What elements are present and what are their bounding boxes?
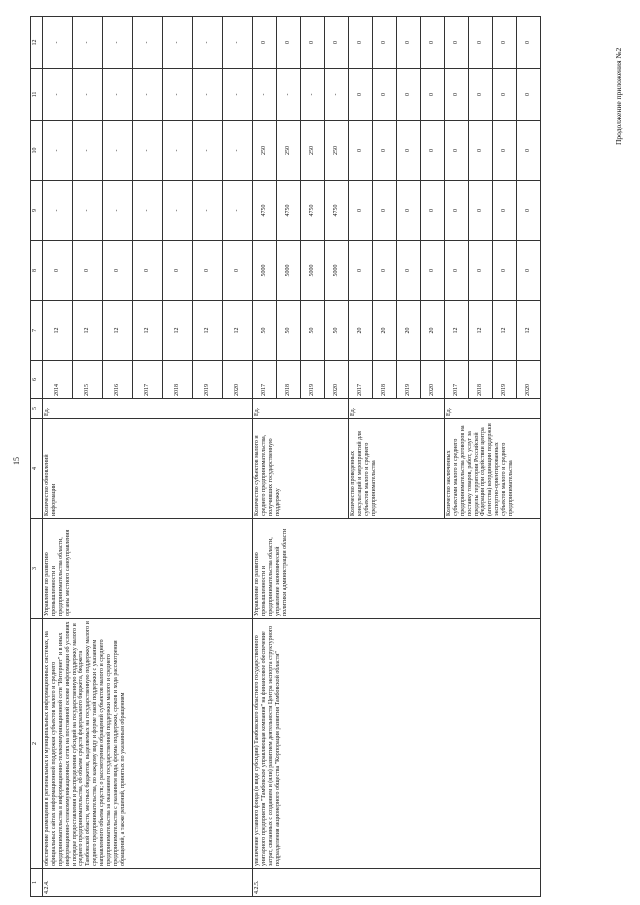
header-col-11: 11 xyxy=(31,69,43,121)
value-cell: 0 xyxy=(421,181,445,241)
value-cell: 20 xyxy=(421,301,445,361)
value-cell: - xyxy=(163,17,193,69)
value-cell: 12 xyxy=(43,301,73,361)
header-col-6: 6 xyxy=(31,361,43,399)
year-cell: 2014 xyxy=(43,361,73,399)
value-cell: 5000 xyxy=(253,241,277,301)
value-cell: - xyxy=(325,69,349,121)
value-cell: 4750 xyxy=(253,181,277,241)
value-cell: 250 xyxy=(277,121,301,181)
header-row xyxy=(31,17,43,897)
value-cell: 0 xyxy=(349,241,373,301)
value-cell: - xyxy=(163,69,193,121)
value-cell: 0 xyxy=(445,181,469,241)
table-row xyxy=(253,17,277,897)
value-cell: 20 xyxy=(397,301,421,361)
header-col-1: 1 xyxy=(31,869,43,897)
indicator: Количество заключенных субъектами малого и среднего предпринимательства договоров на поставку товаров, работ, услуг за пределы территории Российской Федерации при содействии центра (агентства) координации поддержки экспортно-ориентированных субъектов малого и среднего предпринимательства xyxy=(445,419,541,519)
header-col-10: 10 xyxy=(31,121,43,181)
value-cell: 0 xyxy=(349,69,373,121)
value-cell: 0 xyxy=(493,241,517,301)
value-cell: 5000 xyxy=(301,241,325,301)
value-cell: 0 xyxy=(373,181,397,241)
year-cell: 2019 xyxy=(397,361,421,399)
indicator: Количество субъектов малого и среднего предпринимательства, получивших государственную поддержку xyxy=(253,419,349,519)
value-cell: 0 xyxy=(493,17,517,69)
value-cell: - xyxy=(43,121,73,181)
value-cell: - xyxy=(133,181,163,241)
year-cell: 2018 xyxy=(163,361,193,399)
value-cell: - xyxy=(103,181,133,241)
value-cell: 12 xyxy=(193,301,223,361)
value-cell: 0 xyxy=(493,181,517,241)
table-body xyxy=(43,17,541,897)
value-cell: - xyxy=(133,17,163,69)
header-col-8: 8 xyxy=(31,241,43,301)
value-cell: 0 xyxy=(397,17,421,69)
value-cell: - xyxy=(103,69,133,121)
value-cell: 12 xyxy=(469,301,493,361)
value-cell: 12 xyxy=(163,301,193,361)
year-cell: 2020 xyxy=(325,361,349,399)
unit: Ед. xyxy=(253,399,349,419)
year-cell: 2017 xyxy=(349,361,373,399)
value-cell: 0 xyxy=(349,181,373,241)
value-cell: 4750 xyxy=(325,181,349,241)
value-cell: - xyxy=(43,17,73,69)
value-cell: 20 xyxy=(373,301,397,361)
value-cell: - xyxy=(43,69,73,121)
value-cell: 0 xyxy=(445,69,469,121)
value-cell: 5000 xyxy=(325,241,349,301)
year-cell: 2018 xyxy=(373,361,397,399)
value-cell: 50 xyxy=(253,301,277,361)
value-cell: - xyxy=(193,181,223,241)
value-cell: 0 xyxy=(517,17,541,69)
value-cell: 4750 xyxy=(301,181,325,241)
value-cell: 250 xyxy=(253,121,277,181)
value-cell: - xyxy=(163,121,193,181)
value-cell: - xyxy=(301,69,325,121)
executor: Управление по развитию промышленности и предпринимательства области, органы местного самоуправления xyxy=(43,519,253,619)
year-cell: 2019 xyxy=(301,361,325,399)
value-cell: 0 xyxy=(517,181,541,241)
value-cell: 0 xyxy=(469,121,493,181)
year-cell: 2017 xyxy=(445,361,469,399)
header-col-9: 9 xyxy=(31,181,43,241)
value-cell: 50 xyxy=(325,301,349,361)
value-cell: - xyxy=(73,181,103,241)
value-cell: 0 xyxy=(373,241,397,301)
value-cell: 250 xyxy=(301,121,325,181)
value-cell: - xyxy=(223,121,253,181)
header-col-4: 4 xyxy=(31,419,43,519)
value-cell: - xyxy=(223,17,253,69)
measure-description: обеспечение размещения в региональных и муниципальных информационных системах, на официальных сайтах информационной поддержки субъектов малого и среднего предпринимательства в информационно-телекоммуникационной сети "Интернет" и в иных информационно-телекоммуникационных сетях на постоянной основе информации об условиях и порядке предоставления и распределения субсидий на государственную поддержку малого и среднего предпринимательства, об объеме средств федерального бюджета, бюджета Тамбовской области, местных бюджетов, выделяемых на государственную поддержку малого и среднего предпринимательства, по каждому виду и форме такой поддержки с указанием направленного объема средств; о рассмотрении обращений субъектов малого и среднего предпринимательства за оказанием государственной поддержки малого и среднего предпринимательства с указанием вида, формы поддержки, сроков и хода рассмотрения обращений, а также решений, принятых по указанным обращениям xyxy=(43,619,253,869)
value-cell: 0 xyxy=(223,241,253,301)
value-cell: - xyxy=(73,69,103,121)
year-cell: 2019 xyxy=(193,361,223,399)
value-cell: 0 xyxy=(421,69,445,121)
unit: Ед. xyxy=(445,399,541,419)
value-cell: 20 xyxy=(349,301,373,361)
value-cell: 250 xyxy=(325,121,349,181)
program-table xyxy=(30,16,541,897)
unit: Ед. xyxy=(43,399,253,419)
value-cell: 0 xyxy=(397,241,421,301)
header-col-7: 7 xyxy=(31,301,43,361)
unit: Ед. xyxy=(349,399,445,419)
value-cell: - xyxy=(193,17,223,69)
value-cell: 0 xyxy=(103,241,133,301)
value-cell: 0 xyxy=(349,17,373,69)
value-cell: 0 xyxy=(43,241,73,301)
value-cell: 0 xyxy=(445,121,469,181)
value-cell: 0 xyxy=(163,241,193,301)
year-cell: 2016 xyxy=(103,361,133,399)
value-cell: 0 xyxy=(373,69,397,121)
value-cell: 0 xyxy=(445,17,469,69)
value-cell: 0 xyxy=(493,121,517,181)
value-cell: - xyxy=(103,121,133,181)
year-cell: 2015 xyxy=(73,361,103,399)
value-cell: 0 xyxy=(469,17,493,69)
value-cell: - xyxy=(193,69,223,121)
table-row xyxy=(43,17,73,897)
value-cell: 12 xyxy=(223,301,253,361)
value-cell: 0 xyxy=(469,241,493,301)
value-cell: 0 xyxy=(193,241,223,301)
value-cell: 0 xyxy=(373,17,397,69)
value-cell: 50 xyxy=(301,301,325,361)
value-cell: - xyxy=(223,69,253,121)
value-cell: 0 xyxy=(421,17,445,69)
value-cell: 12 xyxy=(517,301,541,361)
value-cell: 0 xyxy=(517,241,541,301)
value-cell: - xyxy=(133,121,163,181)
year-cell: 2020 xyxy=(223,361,253,399)
value-cell: 0 xyxy=(421,121,445,181)
executor: Управление по развитию промышленности и предпринимательства области, управление экономической политики администрации области xyxy=(253,519,541,619)
value-cell: 12 xyxy=(493,301,517,361)
value-cell: 0 xyxy=(517,69,541,121)
value-cell: - xyxy=(73,121,103,181)
year-cell: 2019 xyxy=(493,361,517,399)
value-cell: - xyxy=(103,17,133,69)
page-number: 15 xyxy=(12,457,21,465)
value-cell: 12 xyxy=(103,301,133,361)
value-cell: 0 xyxy=(373,121,397,181)
section-number: 4.2.5. xyxy=(253,869,541,897)
value-cell: 0 xyxy=(469,181,493,241)
value-cell: 0 xyxy=(73,241,103,301)
value-cell: 0 xyxy=(253,17,277,69)
value-cell: 0 xyxy=(349,121,373,181)
value-cell: 0 xyxy=(397,121,421,181)
header-col-3: 3 xyxy=(31,519,43,619)
value-cell: - xyxy=(253,69,277,121)
year-cell: 2020 xyxy=(421,361,445,399)
value-cell: - xyxy=(223,181,253,241)
value-cell: 12 xyxy=(133,301,163,361)
value-cell: 0 xyxy=(397,181,421,241)
header-col-12: 12 xyxy=(31,17,43,69)
value-cell: 0 xyxy=(325,17,349,69)
year-cell: 2017 xyxy=(253,361,277,399)
year-cell: 2017 xyxy=(133,361,163,399)
value-cell: - xyxy=(73,17,103,69)
value-cell: 12 xyxy=(445,301,469,361)
value-cell: - xyxy=(163,181,193,241)
value-cell: 5000 xyxy=(277,241,301,301)
continuation-note: Продолжение приложения №2 xyxy=(614,47,623,145)
value-cell: 0 xyxy=(397,69,421,121)
value-cell: 0 xyxy=(277,17,301,69)
value-cell: 4750 xyxy=(277,181,301,241)
year-cell: 2020 xyxy=(517,361,541,399)
value-cell: - xyxy=(43,181,73,241)
value-cell: 0 xyxy=(469,69,493,121)
indicator: Количество обновлений информации xyxy=(43,419,253,519)
year-cell: 2018 xyxy=(469,361,493,399)
value-cell: - xyxy=(193,121,223,181)
value-cell: 0 xyxy=(421,241,445,301)
value-cell: 0 xyxy=(517,121,541,181)
value-cell: - xyxy=(133,69,163,121)
value-cell: 0 xyxy=(133,241,163,301)
measure-description: увеличение уставного фонда (в виде субсидии) Тамбовского областного государственного унитарного предприятия "Тамбовское управляющая компания" на финансовое обеспечение затрат, связанных с созданием и (или) развитием деятельности Центра экспорта структурного подразделения акционерного общества "Корпорация развития Тамбовской области" xyxy=(253,619,541,869)
value-cell: 0 xyxy=(301,17,325,69)
value-cell: 0 xyxy=(445,241,469,301)
indicator: Количество проведенных консультаций и мероприятий для субъектов малого и среднего предпринимательства xyxy=(349,419,445,519)
value-cell: - xyxy=(277,69,301,121)
value-cell: 0 xyxy=(493,69,517,121)
year-cell: 2018 xyxy=(277,361,301,399)
header-col-2: 2 xyxy=(31,619,43,869)
header-col-5: 5 xyxy=(31,399,43,419)
value-cell: 12 xyxy=(73,301,103,361)
section-number: 4.2.4. xyxy=(43,869,253,897)
value-cell: 50 xyxy=(277,301,301,361)
